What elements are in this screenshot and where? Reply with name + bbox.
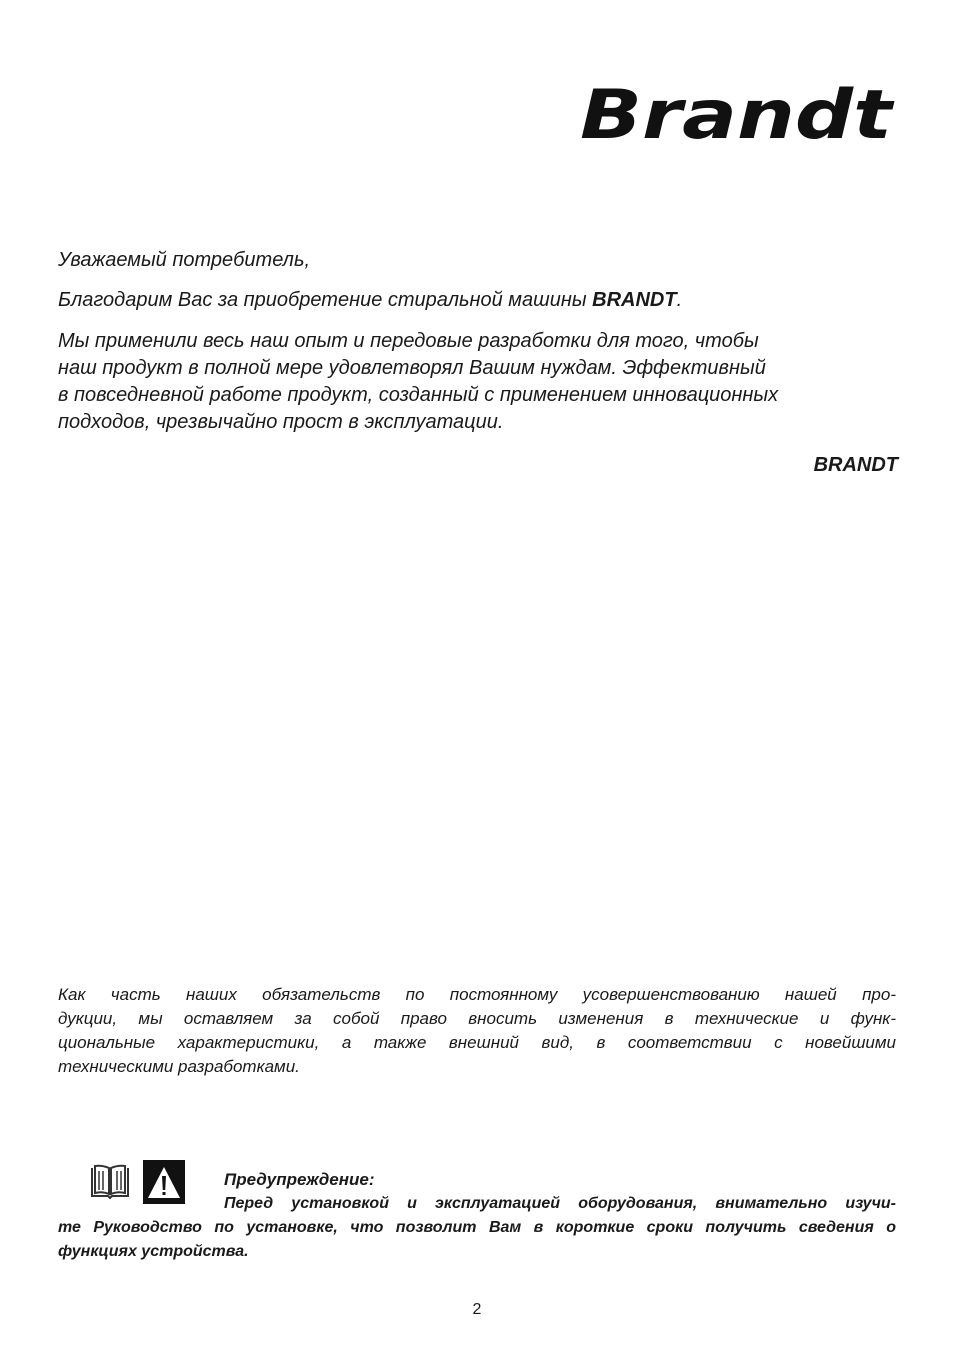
disclaimer-paragraph bbox=[58, 983, 896, 1079]
disclaimer-line: техническими разработками. bbox=[58, 1057, 300, 1076]
greeting: Уважаемый потребитель, bbox=[58, 249, 311, 271]
brandt-logo bbox=[578, 80, 896, 146]
intro-line: Мы применили весь наш опыт и передовые разработки для того, чтобы bbox=[58, 330, 759, 352]
warning-line: функциях устройства. bbox=[58, 1243, 249, 1260]
page-number: 2 bbox=[472, 1301, 482, 1318]
disclaimer-line: Как часть наших обязательств по постоянному усовершенствованию нашей про- bbox=[58, 985, 896, 1004]
intro-line: в повседневной работе продукт, созданный с применением инновационных bbox=[58, 384, 779, 406]
warning-text bbox=[58, 1192, 896, 1264]
thanks-prefix: Благодарим Вас за приобретение стиральной машины bbox=[58, 289, 593, 311]
thanks-suffix: . bbox=[676, 289, 683, 311]
intro-line: наш продукт в полной мере удовлетворял Вашим нуждам. Эффективный bbox=[58, 357, 766, 379]
disclaimer-line: циональные характеристики, а также внешний вид, в соответствии с новейшими bbox=[58, 1033, 896, 1052]
disclaimer-line: дукции, мы оставляем за собой право вносить изменения в технические и функ- bbox=[58, 1009, 896, 1028]
warning-line: те Руководство по установке, что позволит Вам в короткие сроки получить сведения о bbox=[58, 1219, 896, 1236]
warning-title: Предупреждение: bbox=[224, 1170, 375, 1189]
thanks-brand: BRANDT bbox=[592, 289, 677, 311]
signature: BRANDT bbox=[813, 454, 898, 476]
warning-line: Перед установкой и эксплуатацией оборудования, внимательно изучи- bbox=[224, 1195, 896, 1212]
brandt-logo-text: Brandt bbox=[580, 80, 895, 146]
thanks-line bbox=[58, 287, 898, 313]
intro-line: подходов, чрезвычайно прост в эксплуатации. bbox=[58, 411, 504, 433]
intro-paragraph bbox=[58, 328, 908, 436]
